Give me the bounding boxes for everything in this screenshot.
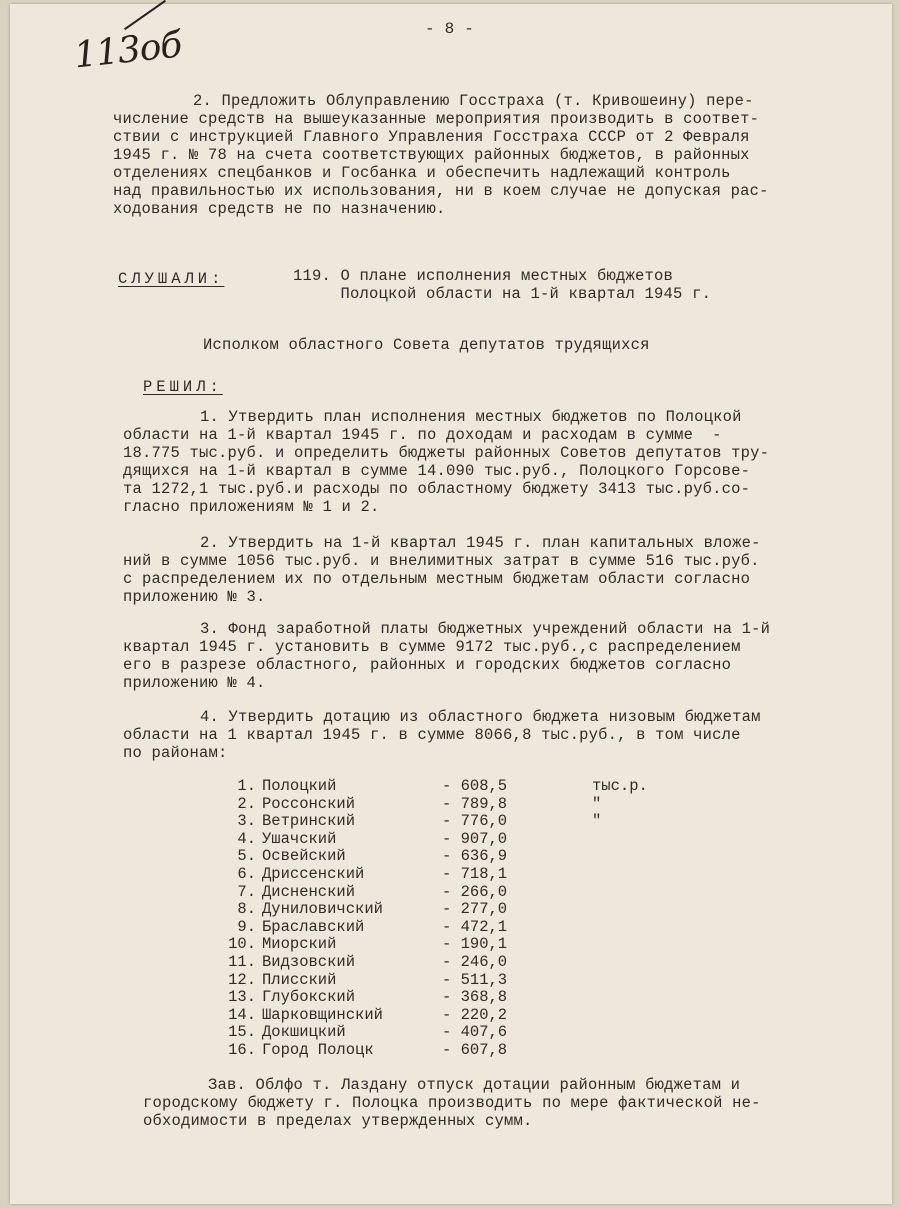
- text-line: 2. Предложить Облуправлению Госстраха (т. Кривошеину) пере-: [193, 92, 754, 110]
- district-row: [226, 848, 648, 866]
- text-line: гласно приложениям № 1 и 2.: [123, 498, 380, 516]
- district-unit: ": [592, 794, 602, 813]
- text-line: обходимости в пределах утвержденных сумм.: [143, 1112, 533, 1130]
- text-line: 4. Утвердить дотацию из областного бюджета низовым бюджетам: [200, 708, 761, 726]
- district-name: Дриссенский: [262, 864, 365, 883]
- district-number: 16.: [228, 1040, 256, 1059]
- page-number: - 8 -: [425, 20, 475, 38]
- district-name: Браславский: [262, 917, 365, 936]
- district-amount: - 368,8: [442, 988, 508, 1007]
- district-name: Россонский: [262, 794, 356, 813]
- district-row: [226, 884, 648, 902]
- district-amount: - 277,0: [442, 900, 508, 919]
- district-name: Миорский: [262, 935, 337, 954]
- text-line: ствии с инструкцией Главного Управления Госстраха СССР от 2 Февраля: [113, 128, 750, 146]
- district-row: [226, 972, 648, 990]
- district-amount: - 190,1: [442, 935, 508, 954]
- district-name: Видзовский: [262, 952, 356, 971]
- district-amount: - 718,1: [442, 864, 508, 883]
- text-line: городскому бюджету г. Полоцка производить по мере фактической не-: [143, 1094, 761, 1112]
- district-row: [226, 866, 648, 884]
- district-unit: тыс.р.: [592, 777, 648, 795]
- district-amount: - 608,5: [442, 777, 508, 795]
- text-line: приложению № 4.: [123, 674, 266, 692]
- district-row: [226, 813, 648, 831]
- district-number: 12.: [228, 970, 256, 989]
- district-number: 11.: [228, 952, 256, 971]
- district-row: [226, 1007, 648, 1025]
- text-line: его в разрезе областного, районных и городских бюджетов согласно: [123, 656, 732, 674]
- district-number: 14.: [228, 1005, 256, 1024]
- executive-committee: Исполком областного Совета депутатов трудящихся: [203, 336, 650, 354]
- document-page: [10, 4, 892, 1204]
- district-name: Дисненский: [262, 882, 356, 901]
- district-amount: - 789,8: [442, 794, 508, 813]
- text-line: 3. Фонд заработной платы бюджетных учреждений области на 1-й: [200, 620, 771, 638]
- text-line: 2. Утвердить на 1-й квартал 1945 г. план капитальных вложе-: [200, 534, 761, 552]
- district-name: Ушачский: [262, 829, 337, 848]
- district-number: 15.: [228, 1023, 256, 1042]
- text-line: отделениях спецбанков и Госбанка и обеспечить надлежащий контроль: [113, 164, 731, 182]
- district-row: [226, 1024, 648, 1042]
- district-name: Глубокский: [262, 988, 356, 1007]
- district-row: [226, 901, 648, 919]
- text-line: та 1272,1 тыс.руб.и расходы по областному бюджету 3413 тыс.руб.со-: [123, 480, 751, 498]
- district-amount: - 220,2: [442, 1005, 508, 1024]
- district-number: 6.: [237, 864, 256, 883]
- text-line: области на 1-й квартал 1945 г. по доходам и расходам в сумме -: [123, 426, 722, 444]
- district-amount: - 636,9: [442, 847, 508, 866]
- district-name: Освейский: [262, 847, 346, 866]
- text-line: с распределением их по отдельным местным бюджетам области согласно: [123, 570, 751, 588]
- district-list: [226, 778, 648, 1060]
- district-name: Дуниловичский: [262, 900, 383, 919]
- district-amount: - 511,3: [442, 970, 508, 989]
- district-name: Город Полоцк: [262, 1040, 374, 1059]
- archive-mark-handwritten: 113об: [72, 24, 184, 77]
- heard-label: СЛУШАЛИ:: [118, 270, 225, 288]
- district-row: [226, 954, 648, 972]
- text-line: над правильностью их использования, ни в коем случае не допуская рас-: [113, 182, 769, 200]
- heard-line: 119. О плане исполнения местных бюджетов: [293, 267, 674, 285]
- district-row: [226, 1042, 648, 1060]
- district-number: 13.: [228, 988, 256, 1007]
- district-amount: - 607,8: [442, 1040, 508, 1059]
- district-row: [226, 796, 648, 814]
- decided-label: РЕШИЛ:: [143, 378, 223, 396]
- text-line: 1945 г. № 78 на счета соответствующих районных бюджетов, в районных: [113, 146, 750, 164]
- district-name: Полоцкий: [262, 777, 337, 795]
- heard-line: Полоцкой области на 1-й квартал 1945 г.: [293, 285, 712, 303]
- district-name: Плисский: [262, 970, 337, 989]
- district-number: 1.: [237, 777, 256, 795]
- district-row: [226, 778, 648, 796]
- district-name: Ветринский: [262, 812, 356, 831]
- district-row: [226, 936, 648, 954]
- district-row: [226, 989, 648, 1007]
- text-line: области на 1 квартал 1945 г. в сумме 8066,8 тыс.руб., в том числе: [123, 726, 741, 744]
- text-line: Зав. Облфо т. Лаздану отпуск дотации районным бюджетам и: [208, 1076, 741, 1094]
- text-line: ний в сумме 1056 тыс.руб. и внелимитных затрат в сумме 516 тыс.руб.: [123, 552, 760, 570]
- text-line: ходования средств не по назначению.: [113, 200, 446, 218]
- district-name: Шарковщинский: [262, 1005, 383, 1024]
- text-line: квартал 1945 г. установить в сумме 9172 тыс.руб.,с распределением: [123, 638, 741, 656]
- district-amount: - 776,0: [442, 812, 508, 831]
- text-line: по районам:: [123, 744, 228, 762]
- district-row: [226, 919, 648, 937]
- district-number: 7.: [237, 882, 256, 901]
- district-name: Докшицкий: [262, 1023, 346, 1042]
- district-amount: - 407,6: [442, 1023, 508, 1042]
- text-line: дящихся на 1-й квартал в сумме 14.090 тыс.руб., Полоцкого Горсове-: [123, 462, 751, 480]
- district-amount: - 266,0: [442, 882, 508, 901]
- district-number: 5.: [237, 847, 256, 866]
- text-line: 1. Утвердить план исполнения местных бюджетов по Полоцкой: [200, 408, 742, 426]
- district-row: [226, 831, 648, 849]
- district-amount: - 472,1: [442, 917, 508, 936]
- district-number: 9.: [237, 917, 256, 936]
- district-number: 8.: [237, 900, 256, 919]
- district-number: 10.: [228, 935, 256, 954]
- text-line: приложению № 3.: [123, 588, 266, 606]
- district-number: 4.: [237, 829, 256, 848]
- district-amount: - 907,0: [442, 829, 508, 848]
- text-line: числение средств на вышеуказанные мероприятия производить в соответ-: [113, 110, 760, 128]
- district-number: 2.: [237, 794, 256, 813]
- district-number: 3.: [237, 812, 256, 831]
- text-line: 18.775 тыс.руб. и определить бюджеты районных Советов депутатов тру-: [123, 444, 770, 462]
- district-unit: ": [592, 812, 602, 831]
- district-amount: - 246,0: [442, 952, 508, 971]
